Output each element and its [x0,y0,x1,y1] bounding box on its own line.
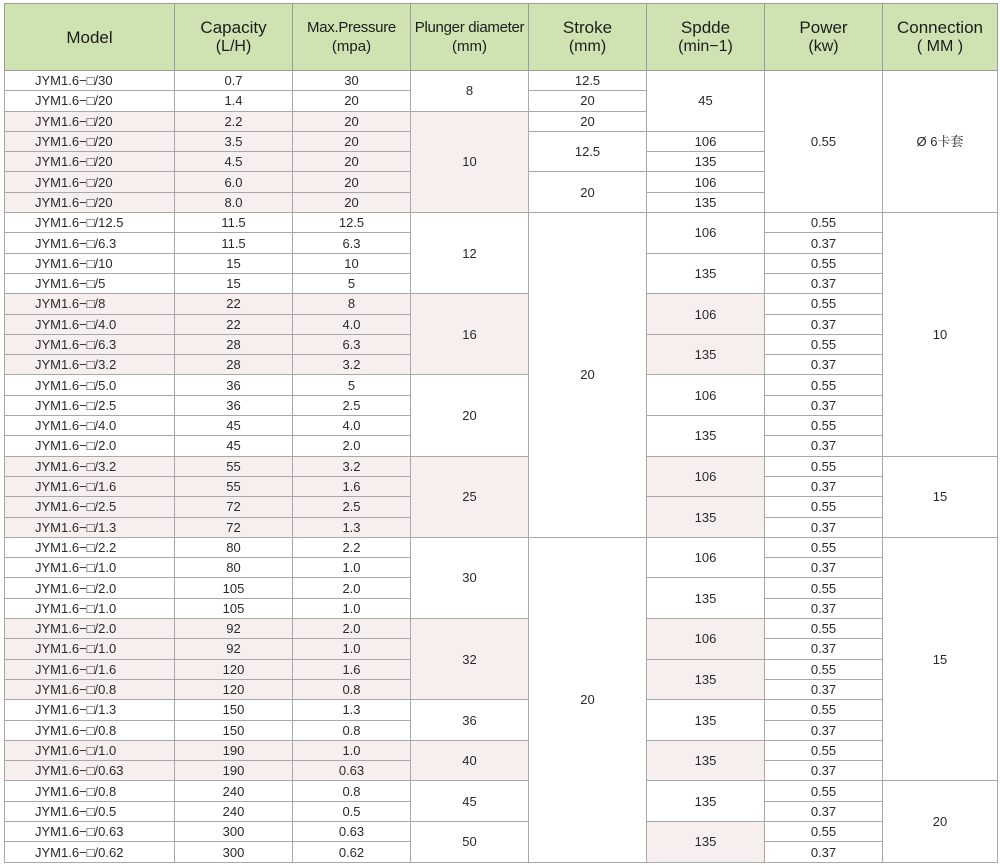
model-cell: JYM1.6−□/1.0 [5,639,175,659]
pressure-cell: 5 [293,375,411,395]
speed-cell: 135 [647,700,765,741]
capacity-cell: 36 [175,375,293,395]
model-cell: JYM1.6−□/0.63 [5,761,175,781]
table-row [5,294,998,314]
plunger-cell: 12 [411,213,529,294]
header-power-unit: (kw) [808,38,839,55]
capacity-cell: 1.4 [175,91,293,111]
power-cell: 0.55 [765,619,883,639]
speed-cell: 106 [647,172,765,192]
speed-cell: 106 [647,537,765,578]
pressure-cell: 8 [293,294,411,314]
plunger-cell: 36 [411,700,529,741]
speed-cell: 45 [647,71,765,132]
capacity-cell: 55 [175,456,293,476]
power-cell: 0.55 [765,659,883,679]
capacity-cell: 300 [175,842,293,863]
speed-cell: 135 [647,578,765,619]
pressure-cell: 6.3 [293,233,411,253]
plunger-cell: 40 [411,740,529,781]
table-row [5,375,998,395]
capacity-cell: 72 [175,517,293,537]
pressure-cell: 10 [293,253,411,273]
model-cell: JYM1.6−□/1.3 [5,700,175,720]
pressure-cell: 0.63 [293,761,411,781]
pressure-cell: 4.0 [293,314,411,334]
model-cell: JYM1.6−□/2.0 [5,578,175,598]
plunger-cell: 16 [411,294,529,375]
table-row [5,213,998,233]
model-cell: JYM1.6−□/2.0 [5,619,175,639]
header-pressure-unit: (mpa) [331,38,372,55]
spec-table [4,3,998,863]
capacity-cell: 2.2 [175,111,293,131]
speed-cell: 135 [647,253,765,294]
model-cell: JYM1.6−□/6.3 [5,233,175,253]
pressure-cell: 1.0 [293,740,411,760]
header-plunger-title: Plunger diameter [414,19,525,36]
power-cell: 0.55 [765,740,883,760]
header-speed-unit: (min−1) [678,38,733,55]
model-cell: JYM1.6−□/8 [5,294,175,314]
header-stroke-unit: (mm) [568,38,607,55]
model-cell: JYM1.6−□/5 [5,273,175,293]
model-cell: JYM1.6−□/0.8 [5,781,175,801]
model-cell: JYM1.6−□/2.2 [5,537,175,557]
pressure-cell: 12.5 [293,213,411,233]
capacity-cell: 150 [175,700,293,720]
capacity-cell: 28 [175,334,293,354]
pressure-cell: 1.0 [293,639,411,659]
connection-cell: 15 [883,456,998,537]
power-cell: 0.37 [765,558,883,578]
stroke-cell: 20 [529,213,647,538]
header-power-title: Power [799,18,848,37]
speed-cell: 135 [647,659,765,700]
pressure-cell: 2.5 [293,497,411,517]
header-capacity [175,4,293,71]
header-connection [883,4,998,71]
table-row [5,456,998,476]
power-cell: 0.37 [765,395,883,415]
pressure-cell: 20 [293,152,411,172]
model-cell: JYM1.6−□/2.5 [5,395,175,415]
capacity-cell: 80 [175,537,293,557]
capacity-cell: 190 [175,761,293,781]
model-cell: JYM1.6−□/20 [5,131,175,151]
pressure-cell: 20 [293,111,411,131]
power-cell: 0.37 [765,517,883,537]
capacity-cell: 6.0 [175,172,293,192]
model-cell: JYM1.6−□/20 [5,152,175,172]
speed-cell: 106 [647,131,765,151]
power-cell: 0.55 [765,416,883,436]
power-cell: 0.37 [765,801,883,821]
header-power [765,4,883,71]
speed-cell: 106 [647,456,765,497]
table-row [5,821,998,841]
pressure-cell: 6.3 [293,334,411,354]
header-plunger [411,4,529,71]
speed-cell: 135 [647,416,765,457]
capacity-cell: 45 [175,436,293,456]
speed-cell: 106 [647,213,765,254]
capacity-cell: 4.5 [175,152,293,172]
pressure-cell: 0.63 [293,821,411,841]
capacity-cell: 300 [175,821,293,841]
pressure-cell: 2.2 [293,537,411,557]
model-cell: JYM1.6−□/1.0 [5,598,175,618]
power-cell: 0.55 [765,578,883,598]
pressure-cell: 3.2 [293,456,411,476]
pressure-cell: 20 [293,131,411,151]
capacity-cell: 55 [175,476,293,496]
power-cell: 0.55 [765,537,883,557]
pressure-cell: 1.0 [293,558,411,578]
capacity-cell: 72 [175,497,293,517]
connection-cell: 10 [883,213,998,457]
table-row [5,700,998,720]
power-cell: 0.37 [765,476,883,496]
power-cell: 0.37 [765,355,883,375]
model-cell: JYM1.6−□/1.0 [5,740,175,760]
pressure-cell: 2.0 [293,436,411,456]
header-connection-unit: ( MM ) [916,38,964,55]
capacity-cell: 11.5 [175,213,293,233]
plunger-cell: 8 [411,71,529,112]
capacity-cell: 120 [175,659,293,679]
pressure-cell: 20 [293,172,411,192]
header-row [5,4,998,71]
pressure-cell: 2.0 [293,619,411,639]
power-cell: 0.55 [765,253,883,273]
table-row [5,781,998,801]
header-capacity-unit: (L/H) [215,38,252,55]
table-row [5,740,998,760]
pressure-cell: 1.3 [293,700,411,720]
capacity-cell: 36 [175,395,293,415]
pressure-cell: 0.5 [293,801,411,821]
stroke-cell: 20 [529,111,647,131]
model-cell: JYM1.6−□/0.5 [5,801,175,821]
power-cell: 0.37 [765,720,883,740]
model-cell: JYM1.6−□/5.0 [5,375,175,395]
capacity-cell: 92 [175,619,293,639]
speed-cell: 106 [647,619,765,660]
capacity-cell: 15 [175,253,293,273]
table-row [5,537,998,557]
power-cell: 0.37 [765,436,883,456]
connection-cell: 20 [883,781,998,863]
pressure-cell: 1.6 [293,476,411,496]
pressure-cell: 20 [293,192,411,212]
capacity-cell: 15 [175,273,293,293]
power-cell: 0.37 [765,273,883,293]
model-cell: JYM1.6−□/3.2 [5,456,175,476]
capacity-cell: 120 [175,679,293,699]
model-cell: JYM1.6−□/0.8 [5,720,175,740]
capacity-cell: 105 [175,578,293,598]
pressure-cell: 4.0 [293,416,411,436]
header-pressure [293,4,411,71]
power-cell: 0.55 [765,213,883,233]
stroke-cell: 12.5 [529,131,647,172]
pressure-cell: 3.2 [293,355,411,375]
plunger-cell: 20 [411,375,529,456]
power-cell: 0.37 [765,639,883,659]
power-cell: 0.37 [765,314,883,334]
power-cell: 0.55 [765,294,883,314]
table-body [5,71,998,863]
stroke-cell: 20 [529,537,647,862]
speed-cell: 135 [647,740,765,781]
model-cell: JYM1.6−□/10 [5,253,175,273]
table-row [5,619,998,639]
capacity-cell: 22 [175,294,293,314]
plunger-cell: 25 [411,456,529,537]
model-cell: JYM1.6−□/0.62 [5,842,175,863]
speed-cell: 106 [647,294,765,335]
pressure-cell: 20 [293,91,411,111]
capacity-cell: 150 [175,720,293,740]
header-pressure-title: Max.Pressure [307,19,396,36]
header-plunger-unit: (mm) [452,38,487,55]
pressure-cell: 5 [293,273,411,293]
header-model-title: Model [66,27,113,47]
speed-cell: 106 [647,375,765,416]
capacity-cell: 240 [175,801,293,821]
pressure-cell: 2.0 [293,578,411,598]
stroke-cell: 12.5 [529,71,647,91]
header-stroke-title: Stroke [562,18,613,37]
speed-cell: 135 [647,152,765,172]
capacity-cell: 11.5 [175,233,293,253]
power-cell: 0.55 [765,71,883,213]
model-cell: JYM1.6−□/20 [5,111,175,131]
header-speed [647,4,765,71]
pressure-cell: 0.8 [293,781,411,801]
connection-cell: Ø 6卡套 [883,71,998,213]
connection-cell: 15 [883,537,998,781]
pressure-cell: 0.62 [293,842,411,863]
capacity-cell: 45 [175,416,293,436]
model-cell: JYM1.6−□/2.5 [5,497,175,517]
speed-cell: 135 [647,334,765,375]
model-cell: JYM1.6−□/6.3 [5,334,175,354]
power-cell: 0.37 [765,233,883,253]
speed-cell: 135 [647,192,765,212]
model-cell: JYM1.6−□/1.3 [5,517,175,537]
pressure-cell: 0.8 [293,679,411,699]
model-cell: JYM1.6−□/2.0 [5,436,175,456]
stroke-cell: 20 [529,91,647,111]
plunger-cell: 45 [411,781,529,822]
model-cell: JYM1.6−□/20 [5,172,175,192]
model-cell: JYM1.6−□/4.0 [5,314,175,334]
model-cell: JYM1.6−□/1.6 [5,476,175,496]
plunger-cell: 10 [411,111,529,212]
model-cell: JYM1.6−□/20 [5,91,175,111]
capacity-cell: 22 [175,314,293,334]
header-speed-title: Spdde [680,18,731,37]
power-cell: 0.37 [765,761,883,781]
speed-cell: 135 [647,821,765,862]
plunger-cell: 50 [411,821,529,862]
pressure-cell: 2.5 [293,395,411,415]
plunger-cell: 32 [411,619,529,700]
table-row [5,71,998,91]
capacity-cell: 240 [175,781,293,801]
plunger-cell: 30 [411,537,529,618]
capacity-cell: 105 [175,598,293,618]
model-cell: JYM1.6−□/0.63 [5,821,175,841]
speed-cell: 135 [647,781,765,822]
model-cell: JYM1.6−□/4.0 [5,416,175,436]
capacity-cell: 190 [175,740,293,760]
header-model [5,4,175,71]
header-connection-title: Connection [896,18,983,37]
power-cell: 0.37 [765,679,883,699]
stroke-cell: 20 [529,172,647,213]
header-capacity-title: Capacity [200,18,267,37]
power-cell: 0.55 [765,334,883,354]
capacity-cell: 3.5 [175,131,293,151]
model-cell: JYM1.6−□/20 [5,192,175,212]
pressure-cell: 1.0 [293,598,411,618]
pressure-cell: 1.3 [293,517,411,537]
model-cell: JYM1.6−□/12.5 [5,213,175,233]
model-cell: JYM1.6−□/30 [5,71,175,91]
pressure-cell: 0.8 [293,720,411,740]
model-cell: JYM1.6−□/0.8 [5,679,175,699]
pressure-cell: 1.6 [293,659,411,679]
power-cell: 0.55 [765,497,883,517]
capacity-cell: 8.0 [175,192,293,212]
header-stroke [529,4,647,71]
power-cell: 0.55 [765,456,883,476]
power-cell: 0.55 [765,375,883,395]
capacity-cell: 80 [175,558,293,578]
power-cell: 0.55 [765,700,883,720]
model-cell: JYM1.6−□/1.0 [5,558,175,578]
power-cell: 0.37 [765,598,883,618]
speed-cell: 135 [647,497,765,538]
power-cell: 0.37 [765,842,883,863]
table-header [5,4,998,71]
capacity-cell: 0.7 [175,71,293,91]
power-cell: 0.55 [765,821,883,841]
model-cell: JYM1.6−□/1.6 [5,659,175,679]
capacity-cell: 92 [175,639,293,659]
power-cell: 0.55 [765,781,883,801]
pressure-cell: 30 [293,71,411,91]
model-cell: JYM1.6−□/3.2 [5,355,175,375]
capacity-cell: 28 [175,355,293,375]
